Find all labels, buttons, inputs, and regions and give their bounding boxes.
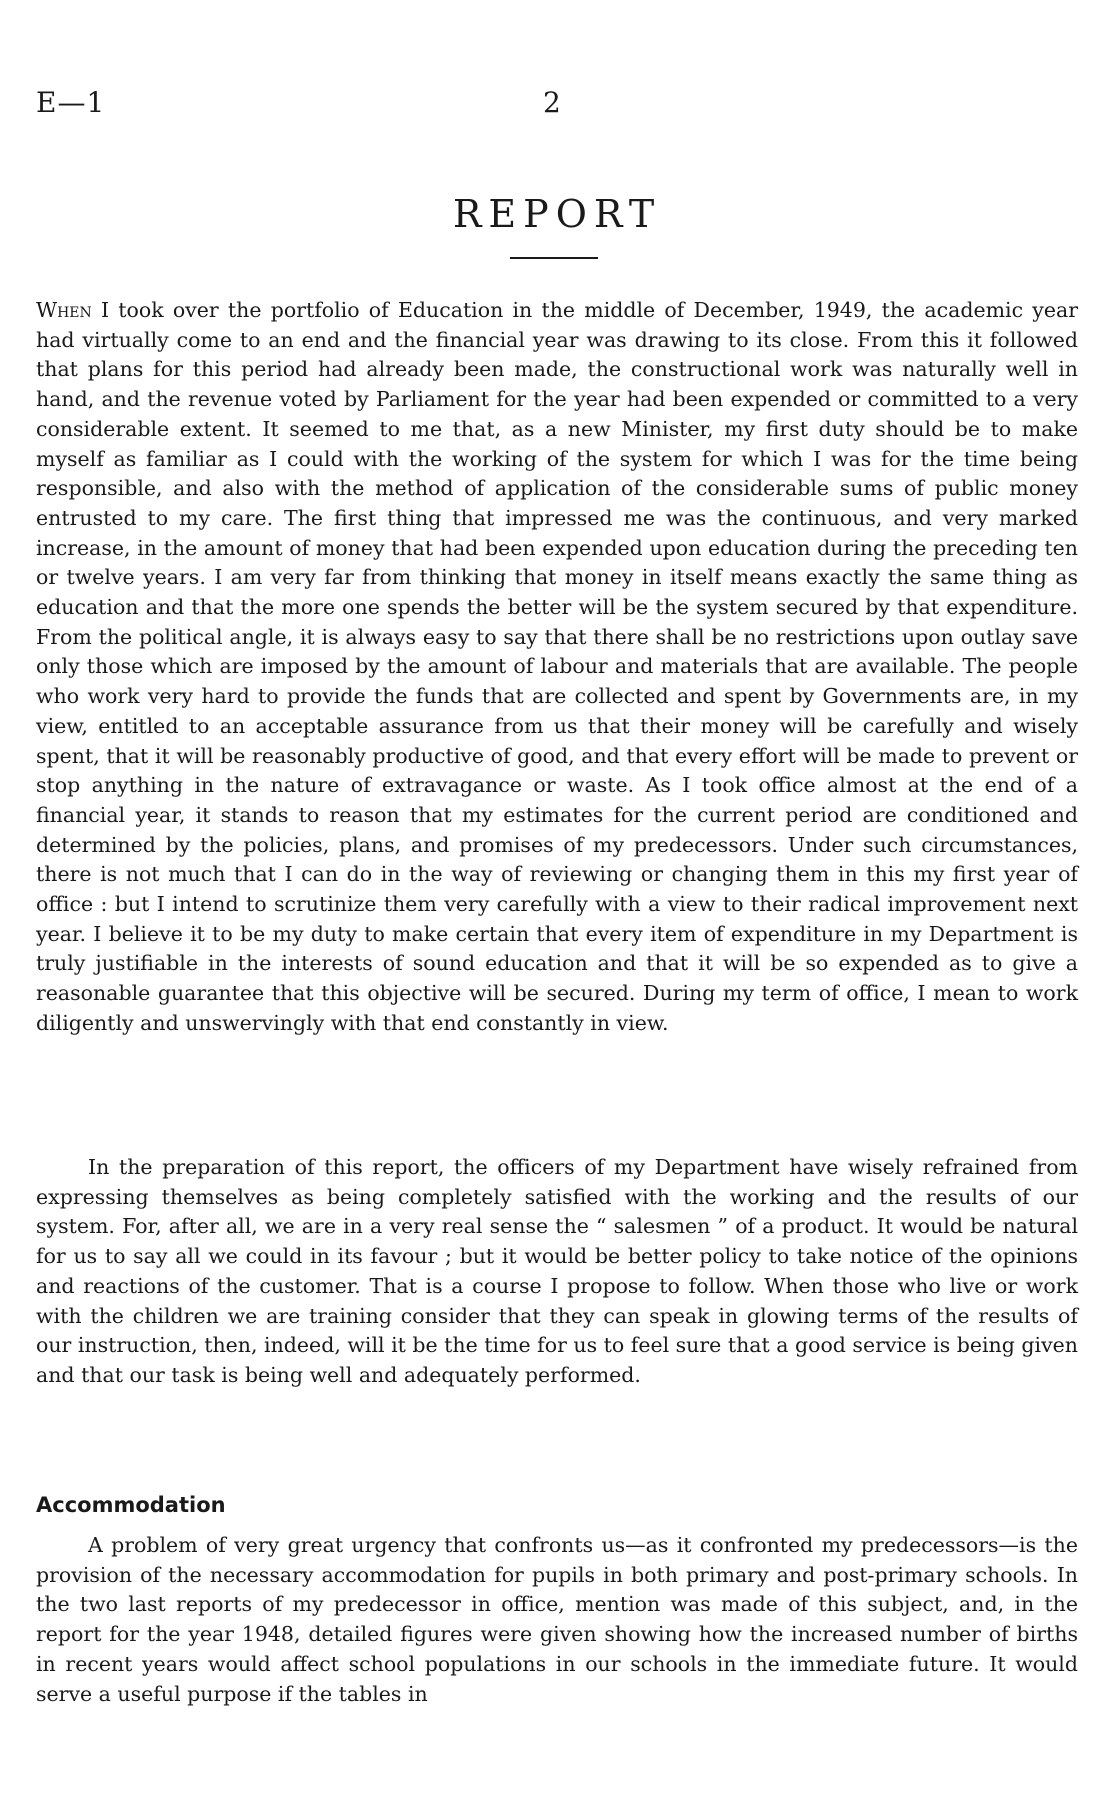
paragraph-report-preparation: In the preparation of this report, the officers of my Department have wisely refrained from expressing themselves as being completely satisfied with the working and the results of our system. For, after all, we are in a very real sense the “ salesmen ” of a product. It would be natural for us to say all we could in its favour ; but it would be better policy to take notice of the opinions and reactions of the customer. That is a course I propose to follow. When those who live or work with the children we are training consider that they can speak in glowing terms of the results of our instruction, then, indeed, will it be the time for us to feel sure that a good service is being given and that our task is being well and adequately performed.: [36, 1155, 1078, 1387]
title-underline-rule: [510, 257, 598, 259]
page-header: [0, 86, 1114, 126]
paragraph-introduction: [36, 296, 1078, 1039]
paragraph-accommodation: A problem of very great urgency that confronts us—as it confronted my predecessors—is the provision of the necessary accommodation for pupils in both primary and post-primary schools. In the two last reports of my predecessor in office, mention was made of this subject, and, in the report for the year 1948, detailed figures were given showing how the increased number of births in recent years would affect school populations in our schools in the immediate future. It would serve a useful purpose if the tables in: [36, 1533, 1078, 1706]
paragraph-lead-word: When: [36, 298, 92, 322]
section-heading-accommodation: Accommodation: [36, 1493, 226, 1517]
report-title: REPORT: [452, 192, 662, 236]
paragraph-introduction-text: I took over the portfolio of Education in the middle of December, 1949, the academic year had virtually come to an end and the financial year was drawing to its close. From this it followed that plans for this period had already been made, the constructional work was naturally well in hand, and the revenue voted by Parliament for the year had been expended or committed to a very considerable extent. It seemed to me that, as a new Minister, my first duty should be to make myself as familiar as I could with the working of the system for which I was for the time being responsible, and also with the method of application of the considerable sums of public money entrusted to my care. The first thing that impressed me was the continuous, and very marked increase, in the amount of money that had been expended upon education during the preceding ten or twelve years. I am very far from thinking that money in itself means exactly the same thing as education and that the more one spends the better will be the system secured by that expenditure. From the political angle, it is always easy to say that there shall be no restrictions upon outlay save only those which are imposed by the amount of labour and materials that are available. The people who work very hard to provide the funds that are collected and spent by Governments are, in my view, entitled to an acceptable assurance from us that their money will be carefully and wisely spent, that it will be reasonably productive of good, and that every effort will be made to prevent or stop anything in the nature of extravagance or waste. As I took office almost at the end of a financial year, it stands to reason that my estimates for the current period are conditioned and determined by the policies, plans, and promises of my predecessors. Under such circumstances, there is not much that I can do in the way of reviewing or changing them in this my first year of office : but I intend to scrutinize them very carefully with a view to their radical improvement next year. I believe it to be my duty to make certain that every item of expenditure in my Department is truly justifiable in the interests of sound education and that it will be so expended as to give a reasonable guarantee that this objective will be secured. During my term of office, I mean to work diligently and unswervingly with that end constantly in view.: [36, 298, 1078, 1035]
page-number: 2: [543, 86, 561, 119]
document-reference: E—1: [36, 86, 106, 119]
